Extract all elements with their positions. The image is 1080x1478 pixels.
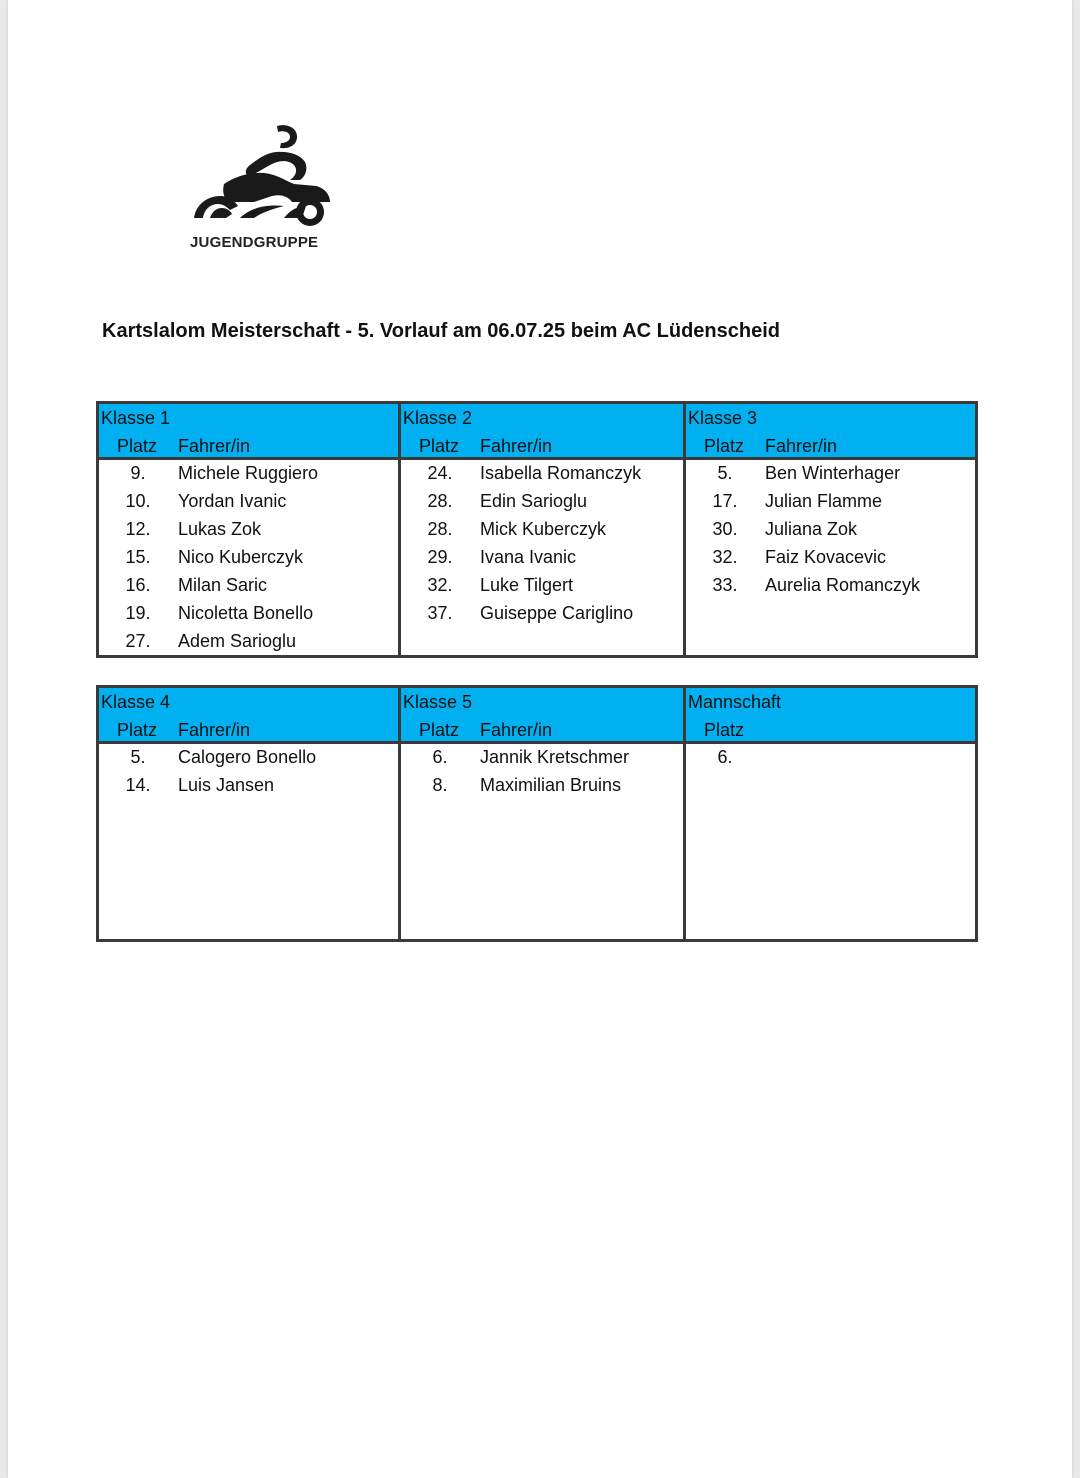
- platz-header: Platz: [117, 436, 158, 456]
- table-row: [99, 488, 398, 516]
- driver-header: Fahrer/in: [480, 720, 553, 740]
- class-title: Klasse 5: [403, 692, 473, 712]
- table-row: [99, 628, 398, 656]
- platz-cell: 28.: [427, 491, 453, 511]
- table-row: [686, 544, 975, 572]
- driver-cell: Yordan Ivanic: [178, 491, 287, 511]
- platz-cell: 16.: [125, 575, 151, 595]
- table-row: [686, 572, 975, 600]
- table-row: [99, 744, 398, 772]
- table-row: [401, 516, 683, 544]
- driver-cell: Mick Kuberczyk: [480, 519, 607, 539]
- result-rows: [99, 744, 398, 800]
- table-row: [401, 600, 683, 628]
- document-page: [8, 0, 1072, 1478]
- driver-cell: Ben Winterhager: [765, 463, 901, 483]
- table-row: [686, 460, 975, 488]
- class-title: Klasse 2: [403, 408, 473, 428]
- driver-header: Fahrer/in: [178, 436, 251, 456]
- platz-cell: 6.: [432, 747, 448, 767]
- class-column: [683, 404, 975, 655]
- table-row: [99, 544, 398, 572]
- driver-cell: Edin Sarioglu: [480, 491, 588, 511]
- class-header: [99, 688, 398, 744]
- driver-header: Fahrer/in: [178, 720, 251, 740]
- driver-cell: Maximilian Bruins: [480, 775, 622, 795]
- driver-cell: Milan Saric: [178, 575, 268, 595]
- driver-cell: Nico Kuberczyk: [178, 547, 304, 567]
- page-title: Kartslalom Meisterschaft - 5. Vorlauf am 06.07.25 beim AC Lüdenscheid: [102, 320, 780, 342]
- platz-header: Platz: [419, 436, 460, 456]
- platz-cell: 5.: [717, 463, 733, 483]
- driver-cell: Juliana Zok: [765, 519, 858, 539]
- class-column: [398, 688, 683, 939]
- class-title: Klasse 1: [101, 408, 171, 428]
- platz-cell: 19.: [125, 603, 151, 623]
- platz-header: Platz: [117, 720, 158, 740]
- result-rows: [99, 460, 398, 656]
- driver-header: Fahrer/in: [480, 436, 553, 456]
- driver-cell: Aurelia Romanczyk: [765, 575, 921, 595]
- platz-cell: 37.: [427, 603, 453, 623]
- platz-cell: 24.: [427, 463, 453, 483]
- kart-driver-icon: [184, 118, 334, 228]
- class-column: [683, 688, 975, 939]
- driver-cell: Jannik Kretschmer: [480, 747, 630, 767]
- platz-cell: 30.: [712, 519, 738, 539]
- driver-cell: Isabella Romanczyk: [480, 463, 642, 483]
- result-rows: [401, 460, 683, 628]
- class-header: [401, 404, 683, 460]
- class-column: [99, 688, 398, 939]
- driver-cell: Julian Flamme: [765, 491, 883, 511]
- table-row: [401, 544, 683, 572]
- class-column: [99, 404, 398, 655]
- class-title: Klasse 3: [688, 408, 758, 428]
- driver-cell: Faiz Kovacevic: [765, 547, 887, 567]
- platz-cell: 6.: [717, 747, 733, 767]
- driver-cell: Adem Sarioglu: [178, 631, 297, 651]
- table-row: [99, 572, 398, 600]
- class-header: [401, 688, 683, 744]
- driver-cell: Calogero Bonello: [178, 747, 317, 767]
- table-row: [401, 744, 683, 772]
- results-table-1: [96, 401, 978, 658]
- logo-text: JUGENDGRUPPE: [190, 234, 319, 251]
- platz-cell: 32.: [427, 575, 453, 595]
- class-title: Mannschaft: [688, 692, 782, 712]
- table-row: [401, 460, 683, 488]
- driver-cell: Nicoletta Bonello: [178, 603, 314, 623]
- driver-cell: Luis Jansen: [178, 775, 275, 795]
- driver-header: Fahrer/in: [765, 436, 838, 456]
- class-header: [99, 404, 398, 460]
- platz-cell: 10.: [125, 491, 151, 511]
- table-row: [686, 744, 975, 772]
- table-row: [99, 600, 398, 628]
- platz-header: Platz: [419, 720, 460, 740]
- table-row: [401, 488, 683, 516]
- driver-cell: Guiseppe Cariglino: [480, 603, 634, 623]
- logo: [184, 118, 334, 258]
- driver-cell: Michele Ruggiero: [178, 463, 319, 483]
- result-rows: [686, 460, 975, 600]
- class-title: Klasse 4: [101, 692, 171, 712]
- platz-cell: 17.: [712, 491, 738, 511]
- driver-cell: Ivana Ivanic: [480, 547, 577, 567]
- class-column: [398, 404, 683, 655]
- platz-cell: 8.: [432, 775, 448, 795]
- table-row: [99, 460, 398, 488]
- platz-cell: 15.: [125, 547, 151, 567]
- table-row: [686, 488, 975, 516]
- platz-cell: 33.: [712, 575, 738, 595]
- platz-cell: 32.: [712, 547, 738, 567]
- result-rows: [401, 744, 683, 800]
- platz-header: Platz: [704, 436, 745, 456]
- platz-cell: 12.: [125, 519, 151, 539]
- class-header: [686, 404, 975, 460]
- result-rows: [686, 744, 975, 772]
- platz-cell: 14.: [125, 775, 151, 795]
- class-header: [686, 688, 975, 744]
- table-row: [99, 772, 398, 800]
- table-row: [401, 572, 683, 600]
- platz-cell: 5.: [130, 747, 146, 767]
- table-row: [401, 772, 683, 800]
- platz-cell: 29.: [427, 547, 453, 567]
- driver-cell: Lukas Zok: [178, 519, 262, 539]
- platz-header: Platz: [704, 720, 745, 740]
- results-table-2: [96, 685, 978, 942]
- table-row: [686, 516, 975, 544]
- driver-cell: Luke Tilgert: [480, 575, 574, 595]
- platz-cell: 28.: [427, 519, 453, 539]
- platz-cell: 9.: [130, 463, 146, 483]
- table-row: [99, 516, 398, 544]
- platz-cell: 27.: [125, 631, 151, 651]
